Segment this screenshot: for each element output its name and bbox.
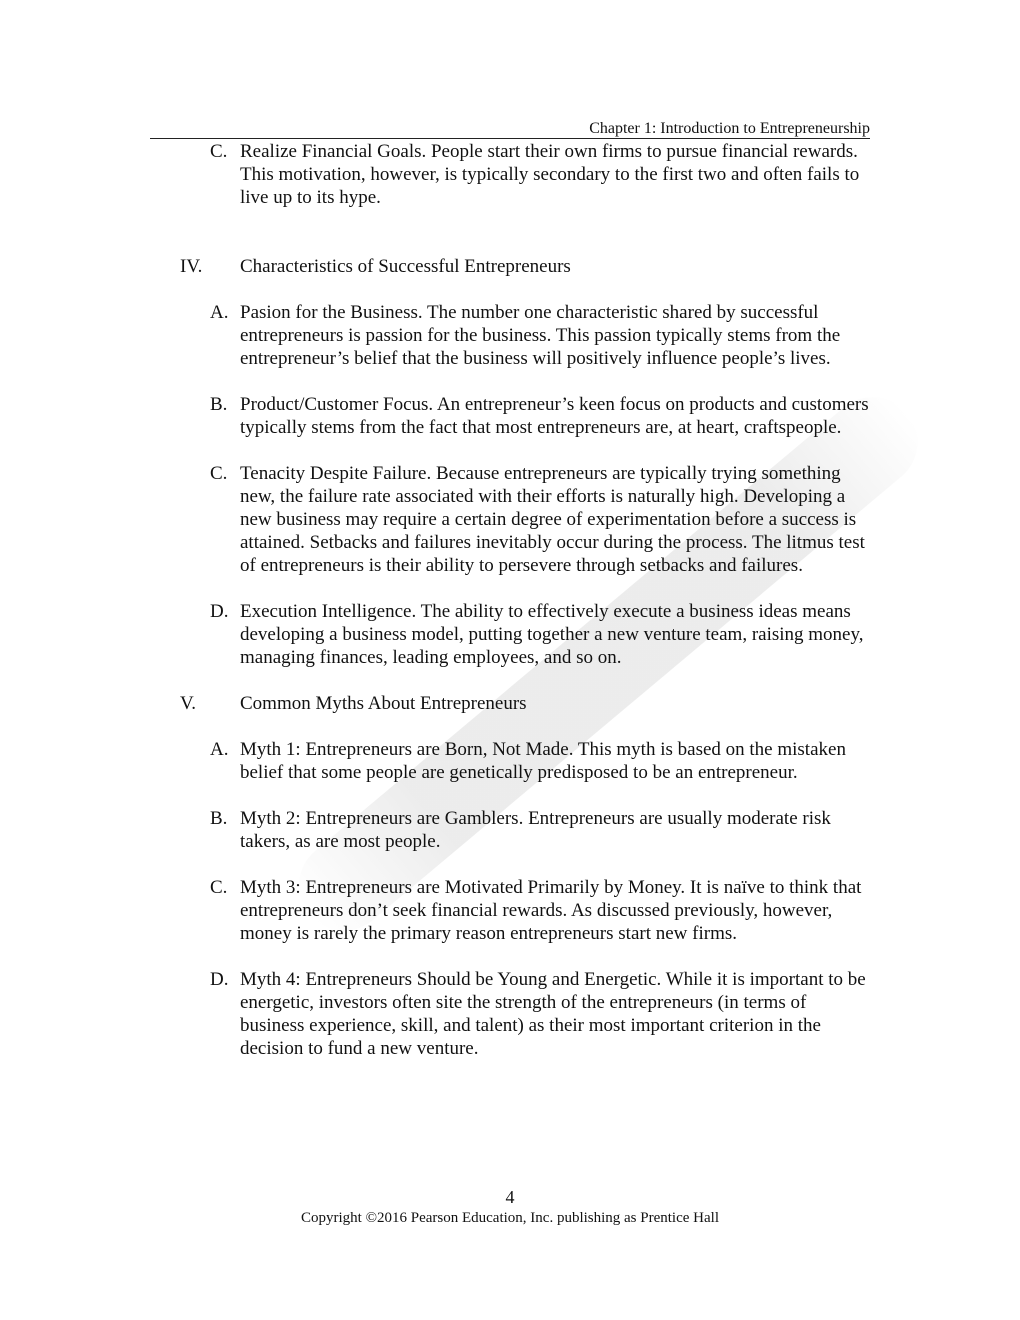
section5-item-c xyxy=(150,876,870,945)
section-heading-v xyxy=(150,692,870,715)
item-text: Product/Customer Focus. An entrepreneur’s keen focus on products and customers typically stems from the fact that most entrepreneurs are, at heart, craftspeople. xyxy=(240,394,869,438)
section5-item-a xyxy=(150,738,870,784)
item-text: Execution Intelligence. The ability to effectively execute a business ideas means developing a business model, putting together a new venture team, raising money, managing finances, leading employees, and so on. xyxy=(240,601,864,668)
item-text: Tenacity Despite Failure. Because entrepreneurs are typically trying something new, the failure rate associated with their efforts is naturally high. Developing a new business may require a certain degree of experimentation before a success is attained. Setbacks and failures inevitably occur during the process. The litmus test of entrepreneurs is their ability to persevere through setbacks and failures. xyxy=(240,463,865,576)
copyright-notice: Copyright ©2016 Pearson Education, Inc. publishing as Prentice Hall xyxy=(301,1210,719,1226)
page-number: 4 xyxy=(505,1187,515,1207)
item-letter: D. xyxy=(210,601,229,622)
item-text: Myth 3: Entrepreneurs are Motivated Primarily by Money. It is naïve to think that entrepreneurs don’t seek financial rewards. As discussed previously, however, money is rarely the primary reason entrepreneurs start new firms. xyxy=(240,877,862,944)
item-letter: D. xyxy=(210,969,229,990)
item-letter: C. xyxy=(210,463,228,484)
section4-item-b xyxy=(150,393,870,439)
section-heading-iv xyxy=(150,255,870,278)
section5-item-d xyxy=(150,968,870,1060)
section-numeral: V. xyxy=(180,693,197,714)
page-content xyxy=(150,140,870,1060)
item-text: Realize Financial Goals. People start their own firms to pursue financial rewards. This motivation, however, is typically secondary to the first two and often fails to live up to its hype. xyxy=(240,141,860,208)
section4-item-d xyxy=(150,600,870,669)
item-letter: B. xyxy=(210,808,228,829)
item-letter: A. xyxy=(210,302,229,323)
section-numeral: IV. xyxy=(180,256,203,277)
item-letter: C. xyxy=(210,877,228,898)
item-letter: B. xyxy=(210,394,228,415)
item-letter: A. xyxy=(210,739,229,760)
item-text: Myth 2: Entrepreneurs are Gamblers. Entrepreneurs are usually moderate risk takers, as are most people. xyxy=(240,808,831,852)
section3-item-c xyxy=(150,140,870,209)
section4-item-a xyxy=(150,301,870,370)
item-text: Myth 1: Entrepreneurs are Born, Not Made. This myth is based on the mistaken belief that some people are genetically predisposed to be an entrepreneur. xyxy=(240,739,846,783)
chapter-title: Chapter 1: Introduction to Entrepreneurship xyxy=(589,120,870,137)
running-header xyxy=(150,120,870,139)
item-text: Pasion for the Business. The number one characteristic shared by successful entrepreneurs is passion for the business. This passion typically stems from the entrepreneur’s belief that the business will positively influence people’s lives. xyxy=(240,302,841,369)
page-footer xyxy=(150,1186,870,1228)
section-title: Characteristics of Successful Entrepreneurs xyxy=(240,256,571,277)
section5-item-b xyxy=(150,807,870,853)
item-text: Myth 4: Entrepreneurs Should be Young and Energetic. While it is important to be energetic, investors often site the strength of the entrepreneurs (in terms of business experience, skill, and talent) as their most important criterion in the decision to fund a new venture. xyxy=(240,969,866,1059)
section-title: Common Myths About Entrepreneurs xyxy=(240,693,527,714)
item-letter: C. xyxy=(210,141,228,162)
section4-item-c xyxy=(150,462,870,577)
